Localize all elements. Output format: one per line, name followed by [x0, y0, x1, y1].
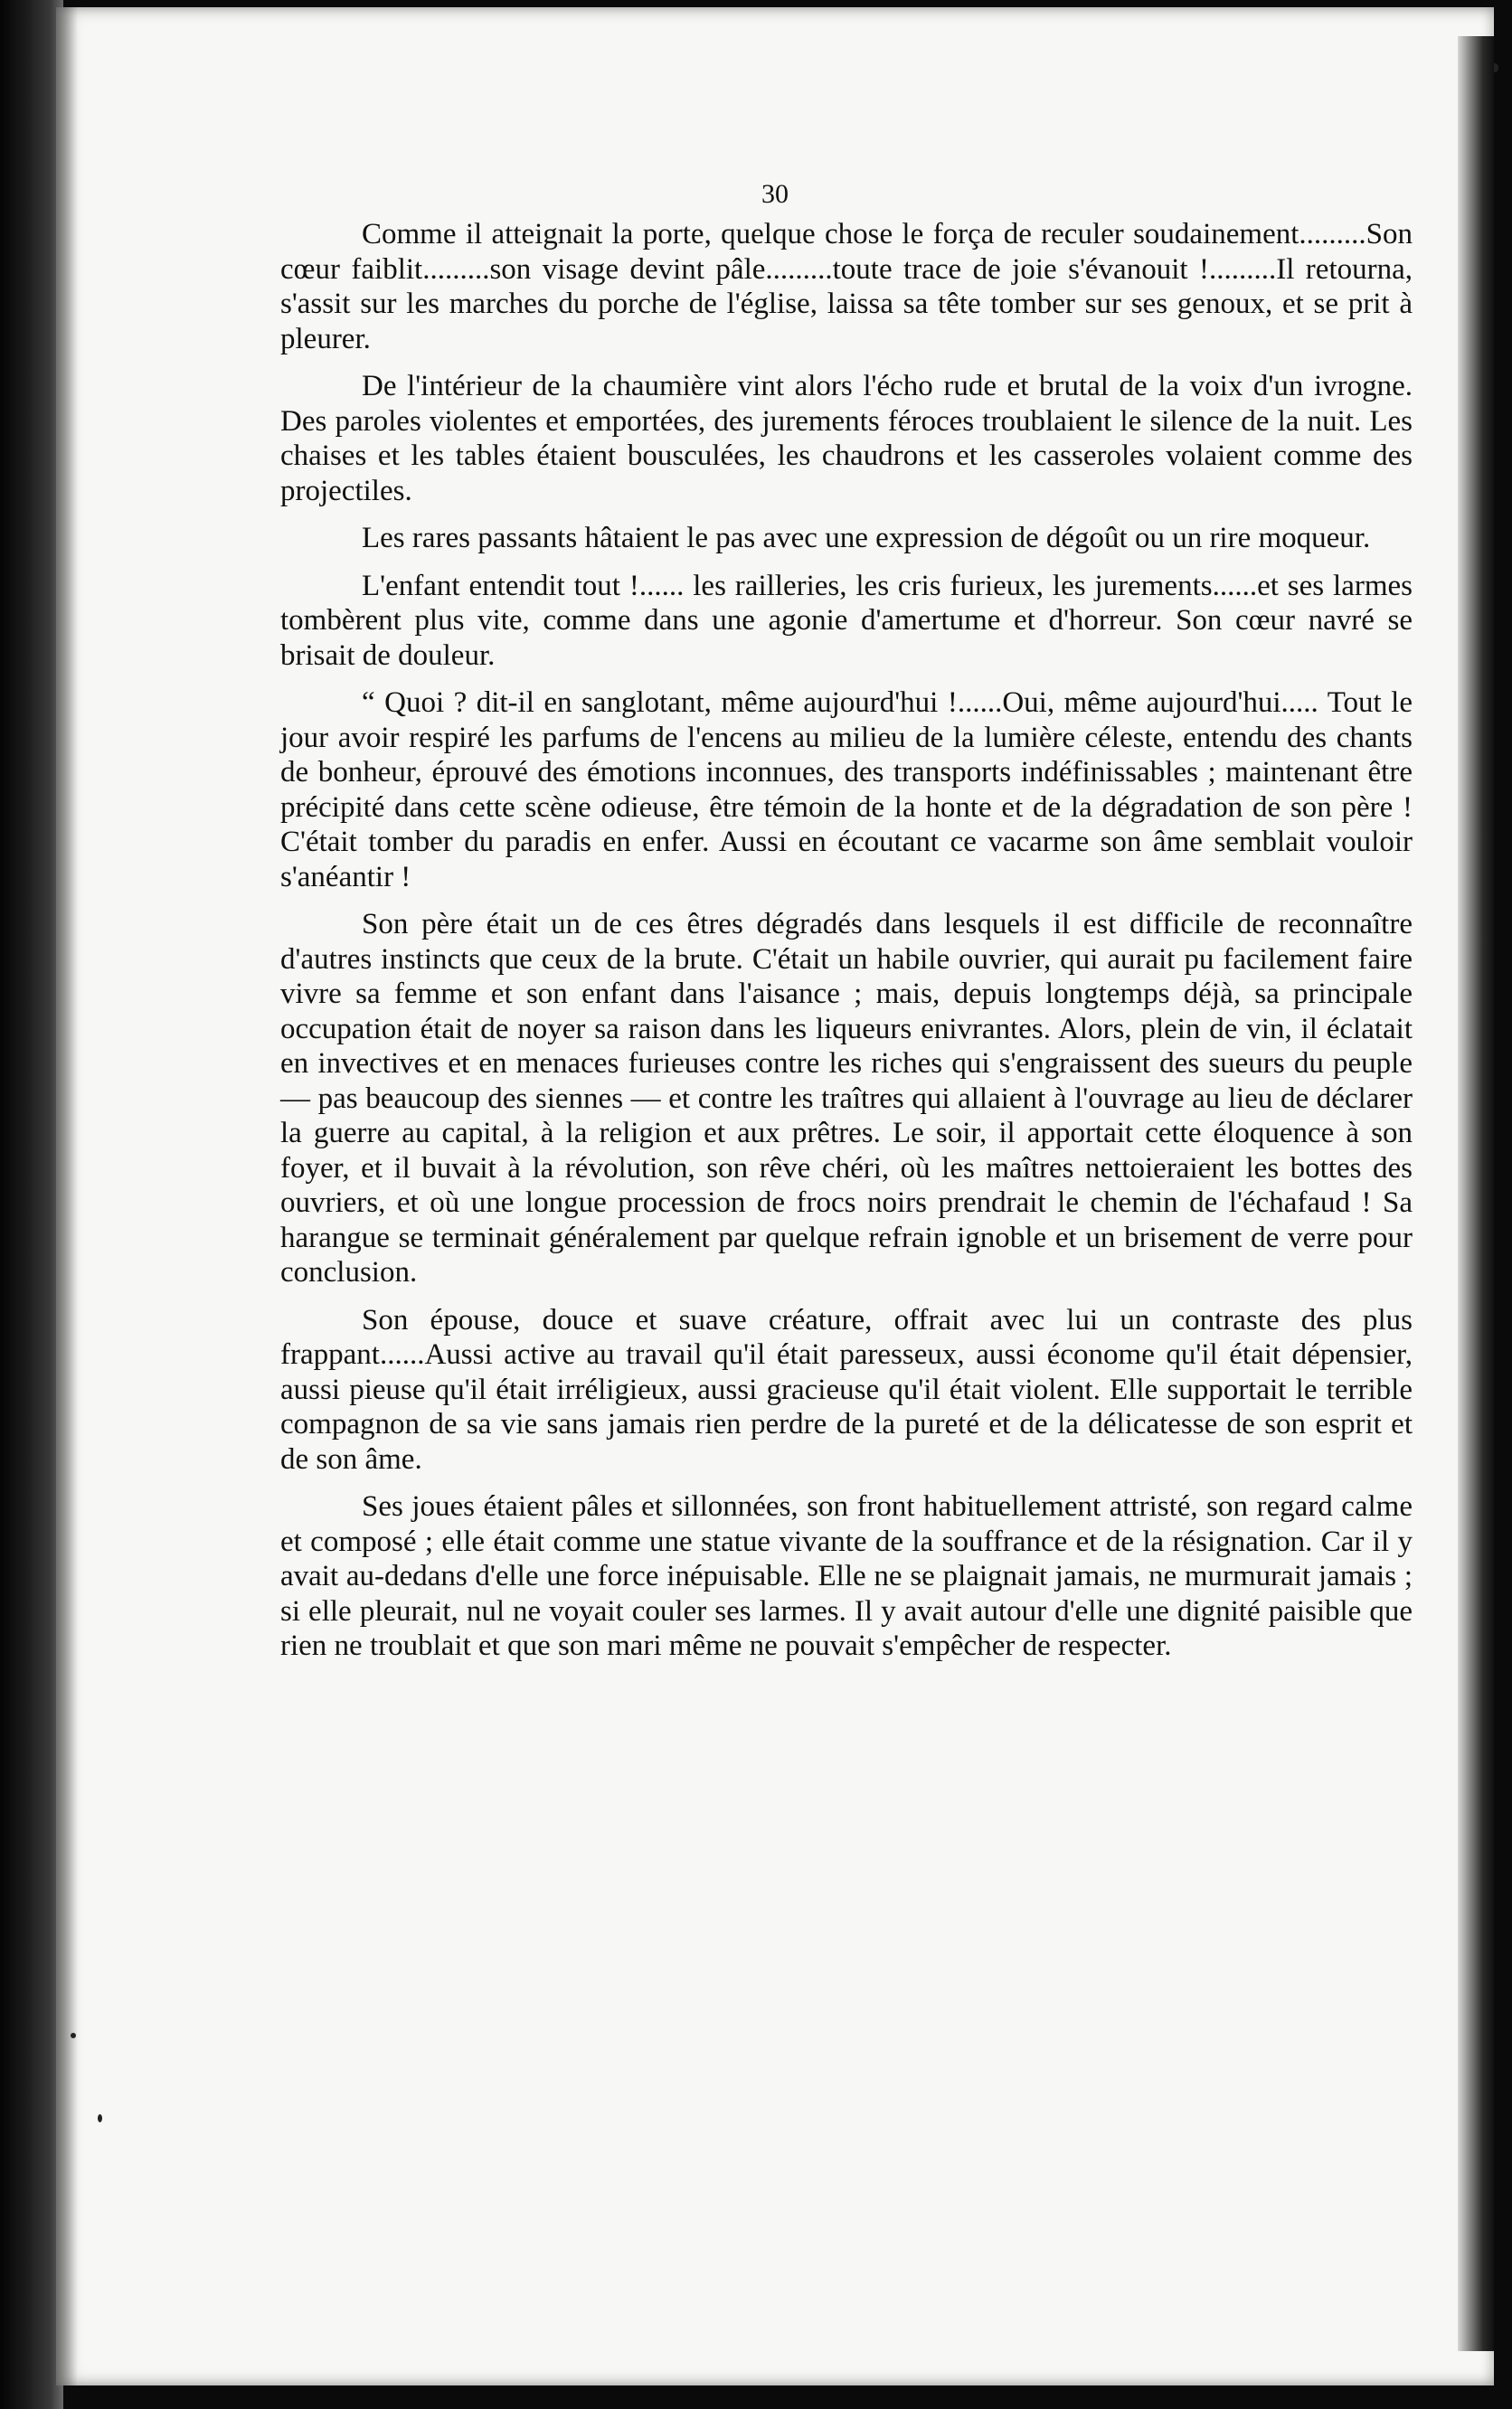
- paragraph-4: L'enfant entendit tout !...... les railleries, les cris furieux, les jurements......et ses larmes tombèrent plus vite, comme dans une agonie d'amertume et d'horreur. Son cœur navré se brisait de douleur.: [280, 569, 1413, 672]
- scan-speck: [71, 2033, 76, 2038]
- body-text: [280, 217, 1413, 1677]
- scan-speck: [98, 2114, 102, 2122]
- scan-left-edge: [0, 0, 63, 2409]
- paragraph-8: Ses joues étaient pâles et sillonnées, son front habituellement attristé, son regard calme et composé ; elle était comme une statue vivante de la souffrance et de la résignation. Car il y avait au-dedans d'elle une force inépuisable. Elle ne se plaignait jamais, ne murmurait jamais ; si elle pleurait, nul ne voyait couler ses larmes. Il y avait autour d'elle une dignité paisible que rien ne troublait et que son mari même ne pouvait s'empêcher de respecter.: [280, 1490, 1413, 1662]
- paragraph-5: “ Quoi ? dit-il en sanglotant, même aujourd'hui !......Oui, même aujourd'hui..... Tout le jour avoir respiré les parfums de l'encens au milieu de la lumière céleste, entendu des chants de bonheur, éprouvé des émotions inconnues, des transports indéfinissables ; maintenant être précipité dans cette scène odieuse, être témoin de la honte et de la dégradation de son père ! C'était tomber du paradis en enfer. Aussi en écoutant ce vacarme son âme semblait vouloir s'anéantir !: [280, 686, 1413, 893]
- paragraph-1: Comme il atteignait la porte, quelque chose le força de reculer soudainement.........Son cœur faiblit.........son visage devint pâle.........toute trace de joie s'évanouit !.........Il retourna, s'assit sur les marches du porche de l'église, laissa sa tête tomber sur ses genoux, et se prit à pleurer.: [280, 218, 1413, 355]
- paragraph-7: Son épouse, douce et suave créature, offrait avec lui un contraste des plus frappant......Aussi active au travail qu'il était paresseux, aussi économe qu'il était dépensier, aussi pieuse qu'il était irréligieux, aussi gracieuse qu'il était violent. Elle supportait le terrible compagnon de sa vie sans jamais rien perdre de la pureté et de la délicatesse de son esprit et de son âme.: [280, 1303, 1413, 1476]
- scan-right-edge: [1458, 36, 1494, 2351]
- page-number: 30: [761, 179, 789, 209]
- page-binding-shadow: [56, 7, 78, 2385]
- scanned-page: [56, 7, 1494, 2385]
- paragraph-6: Son père était un de ces êtres dégradés dans lesquels il est difficile de reconnaître d'autres instincts que ceux de la brute. C'était un habile ouvrier, qui aurait pu facilement faire vivre sa femme et son enfant dans l'aisance ; mais, depuis longtemps déjà, sa principale occupation était de noyer sa raison dans les liqueurs enivrantes. Alors, plein de vin, il éclatait en invectives et en menaces furieuses contre les riches qui s'engraissent des sueurs du peuple — pas beaucoup des siennes — et contre les traîtres qui allaient à l'ouvrage au lieu de déclarer la guerre au capital, à la religion et aux prêtres. Le soir, il apportait cette éloquence à son foyer, et il buvait à la révolution, son rêve chéri, où les maîtres nettoieraient les bottes des ouvriers, et où une longue procession de frocs noirs prendrait le chemin de l'échafaud ! Sa harangue se terminait généralement par quelque refrain ignoble et un brisement de verre pour conclusion.: [280, 908, 1413, 1289]
- paragraph-3: Les rares passants hâtaient le pas avec une expression de dégoût ou un rire moqueur.: [362, 522, 1371, 554]
- paragraph-2: De l'intérieur de la chaumière vint alors l'écho rude et brutal de la voix d'un ivrogne. Des paroles violentes et emportées, des jurements féroces troublaient le silence de la nuit. Les chaises et les tables étaient bousculées, les chaudrons et les casseroles volaient comme des projectiles.: [280, 370, 1413, 507]
